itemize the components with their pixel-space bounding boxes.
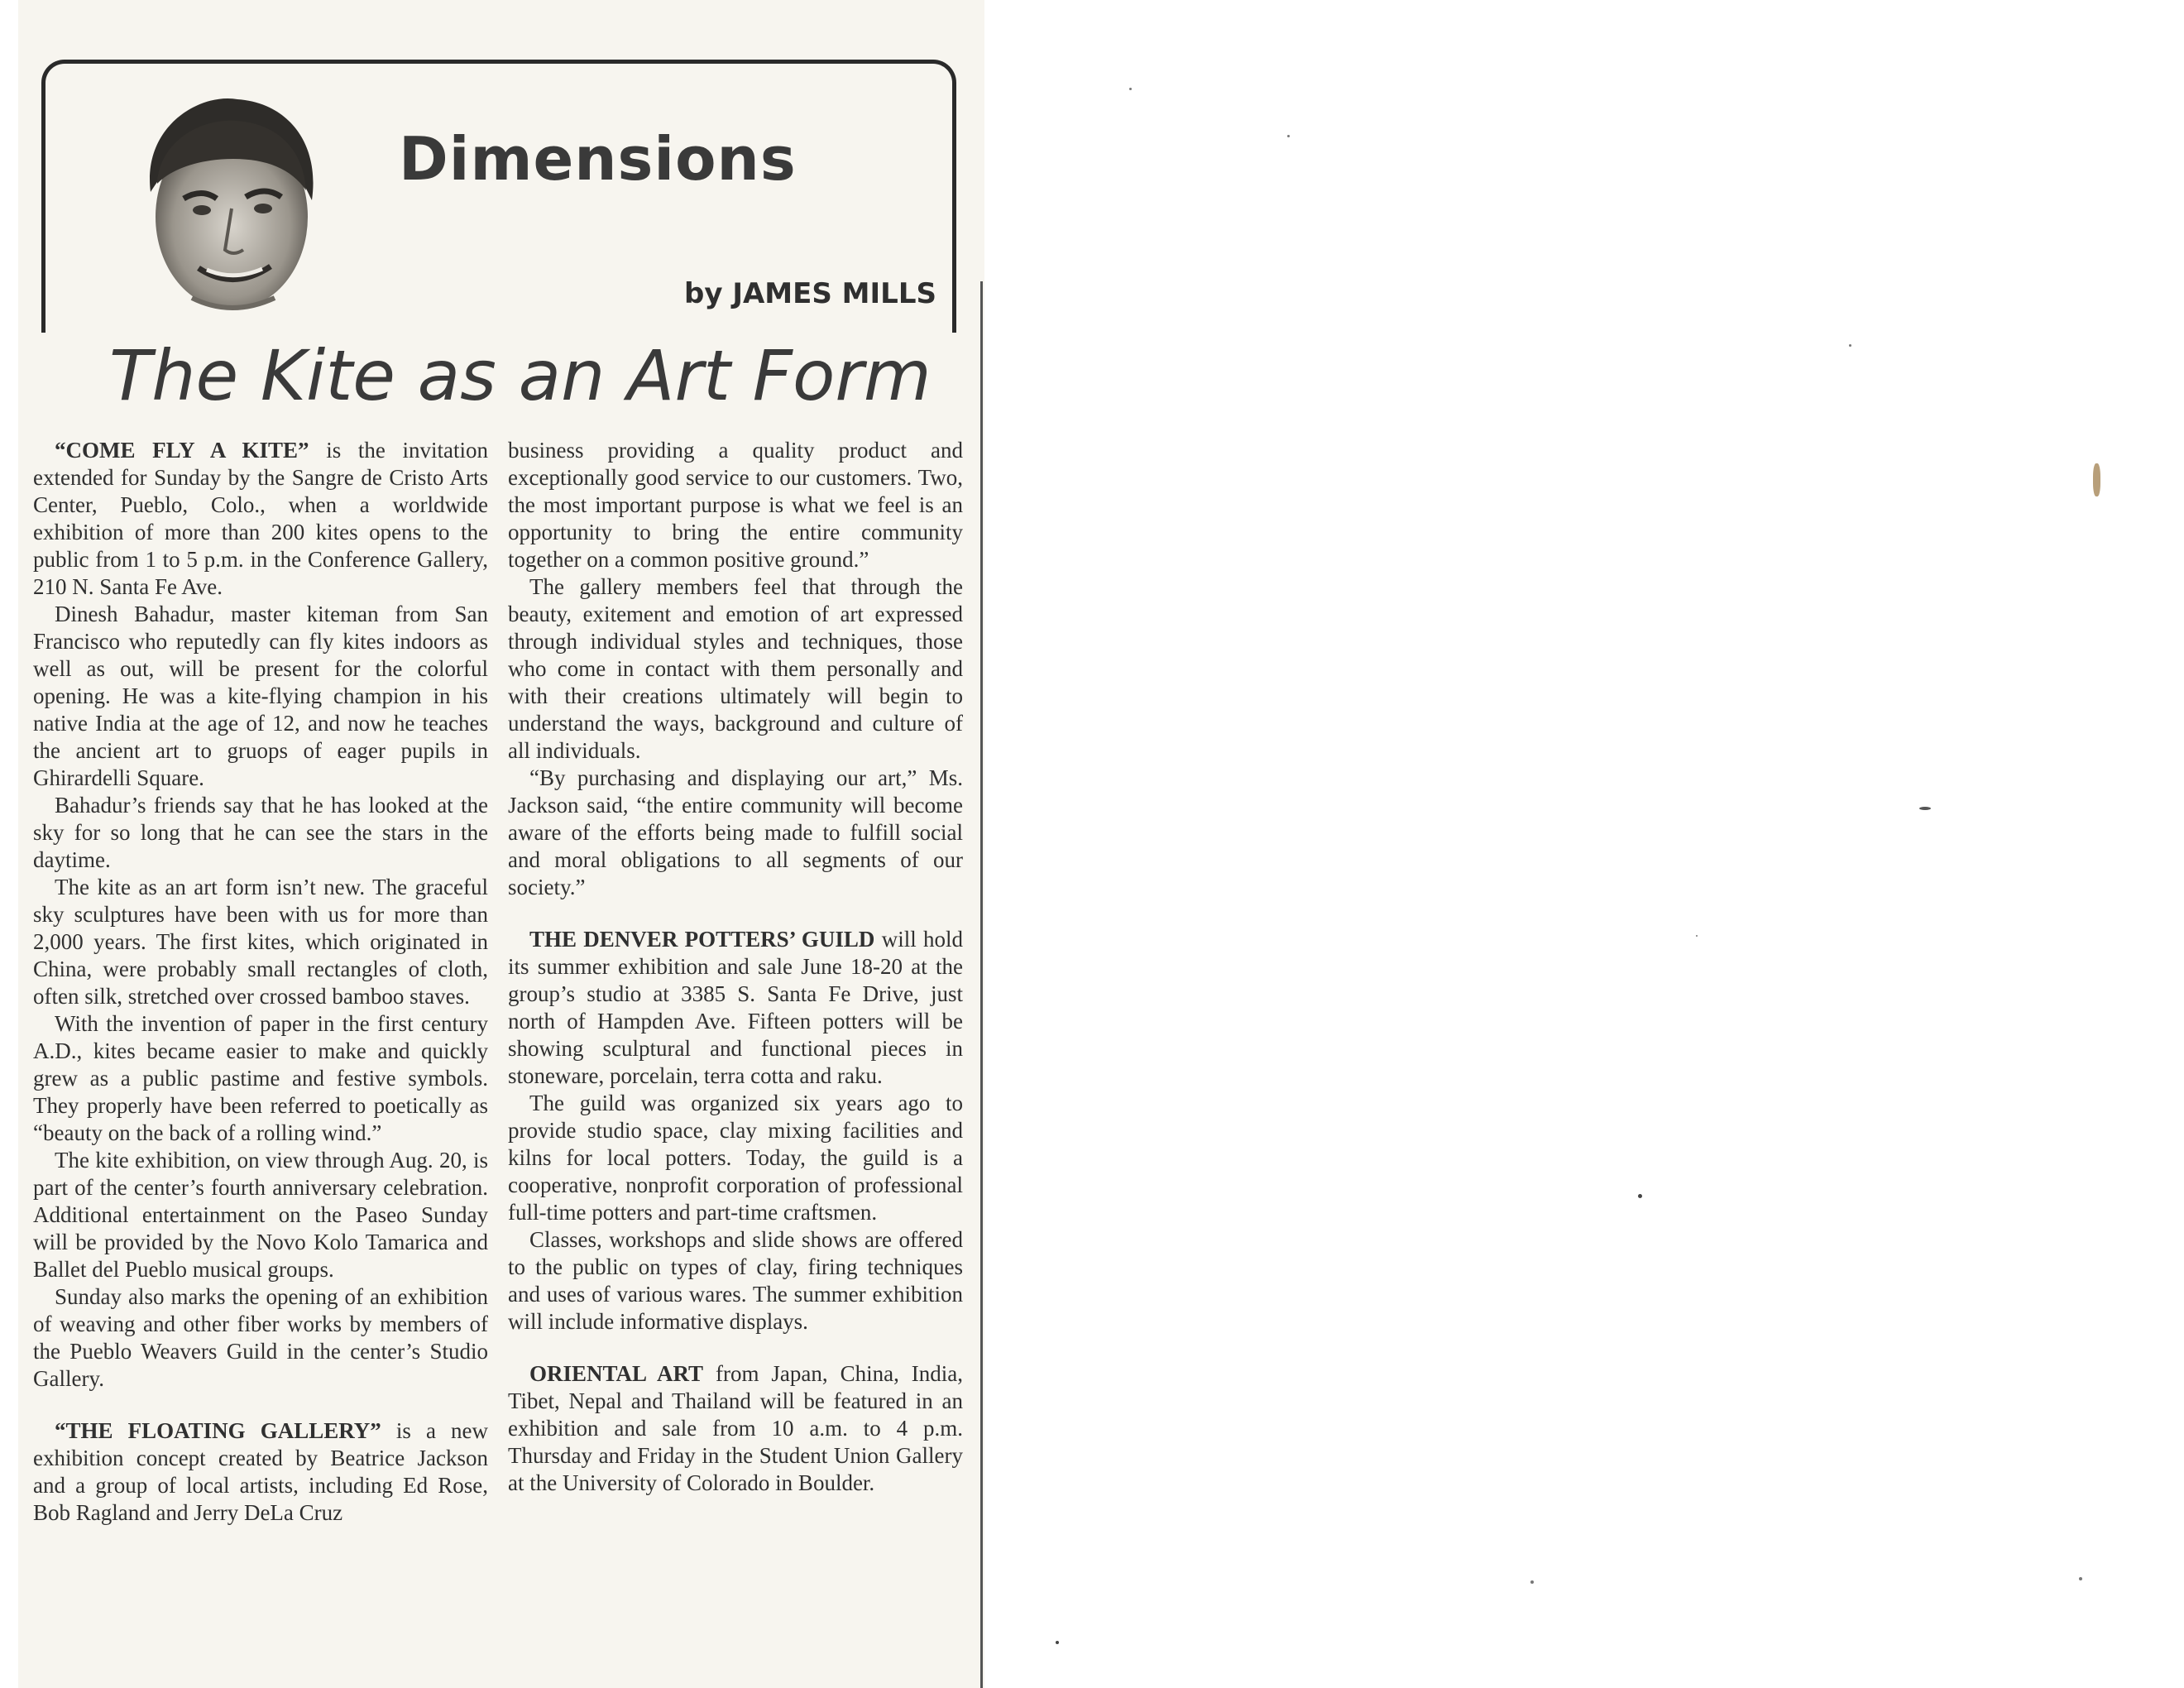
author-portrait [134, 93, 324, 316]
paragraph-text: The kite as an art form isn’t new. The graceful sky sculptures have been with us for more than 2,000 years. The first kites, which originated in China, were probably small rectangles of cloth, often silk, stretched over crossed bamboo staves. [33, 875, 488, 1009]
article-paragraph [508, 1360, 963, 1497]
dust-speck [1129, 88, 1132, 90]
paragraph-lead: ORIENTAL ART [529, 1361, 704, 1386]
article-paragraph [33, 1417, 488, 1527]
article-right-column [508, 437, 963, 1497]
article-paragraph [508, 926, 963, 1090]
paragraph-text: business providing a quality product and exceptionally good service to our customers. Two, the most important purpose is what we feel is an opportunity to bring the entire community together on a common positive ground.” [508, 438, 963, 572]
article-paragraph [33, 1147, 488, 1283]
dust-speck [2079, 1577, 2082, 1580]
dust-speck [1919, 807, 1931, 810]
paragraph-text: will hold its summer exhibition and sale June 18-20 at the group’s studio at 3385 S. Santa Fe Drive, just north of Hampden Ave. Fifteen potters will be showing sculptural and functional pieces in stoneware, porcelain, terra cotta and raku. [508, 927, 963, 1088]
paragraph-text: The gallery members feel that through the beauty, exitement and emotion of art expressed through individual styles and techniques, those who come in contact with them personally and with their creations ultimately will begin to understand the ways, background and culture of all individuals. [508, 574, 963, 763]
paragraph-text: “By purchasing and displaying our art,” Ms. Jackson said, “the entire community will become aware of the efforts being made to fulfill social and moral obligations to all segments of our society.” [508, 765, 963, 899]
article-paragraph [508, 437, 963, 573]
article-paragraph [508, 1090, 963, 1226]
paragraph-text: is a new exhibition concept created by Beatrice Jackson and a group of local artists, including Ed Rose, Bob Ragland and Jerry DeLa Cruz [33, 1418, 489, 1525]
byline: by JAMES MILLS [684, 277, 936, 310]
article-paragraph [33, 1010, 488, 1147]
paragraph-text: from Japan, China, India, Tibet, Nepal and Thailand will be featured in an exhibition and sale from 10 a.m. to 4 p.m. Thursday and Friday in the Student Union Gallery at the University of Colorado in Boulder. [508, 1361, 963, 1495]
article-paragraph [508, 573, 963, 765]
dust-speck [2093, 463, 2100, 496]
paragraph-lead: “THE FLOATING GALLERY” [55, 1418, 381, 1443]
article-paragraph [508, 1226, 963, 1336]
article-paragraph [33, 874, 488, 1010]
dust-speck [1287, 135, 1290, 137]
article-paragraph [33, 601, 488, 792]
column-rule [980, 281, 983, 1688]
article-headline: The Kite as an Art Form [109, 335, 932, 416]
paragraph-text: With the invention of paper in the first century A.D., kites became easier to make and quickly grew as a public pastime and festive symbols. They properly have been referred to poetically as “beauty on the back of a rolling wind.” [33, 1011, 488, 1145]
dust-speck [1638, 1194, 1642, 1198]
paragraph-text: Dinesh Bahadur, master kiteman from San Francisco who reputedly can fly kites indoors as well as out, will be present for the colorful opening. He was a kite-flying champion in his native India at the age of 12, and now he teaches the ancient art to gruops of eager pupils in Ghirardelli Square. [33, 602, 488, 790]
dust-speck [1696, 935, 1698, 937]
article-paragraph [33, 1283, 488, 1393]
article-left-column [33, 437, 488, 1527]
article-paragraph [33, 437, 488, 601]
paragraph-text: The guild was organized six years ago to provide studio space, clay mixing facilities and kilns for local potters. Today, the guild is a cooperative, nonprofit corporation of professional full-time potters and part-time craftsmen. [508, 1091, 963, 1225]
article-paragraph [508, 765, 963, 901]
dust-speck [1849, 344, 1851, 347]
paragraph-lead: THE DENVER POTTERS’ GUILD [529, 927, 875, 952]
dust-speck [1530, 1580, 1534, 1584]
paragraph-lead: “COME FLY A KITE” [55, 438, 309, 463]
paragraph-text: The kite exhibition, on view through Aug. 20, is part of the center’s fourth anniversary celebration. Additional entertainment on the Paseo Sunday will be provided by the Novo Kolo Tamarica and Ballet del Pueblo musical groups. [33, 1148, 488, 1282]
dust-speck [1056, 1641, 1059, 1644]
paragraph-text: Sunday also marks the opening of an exhibition of weaving and other fiber works by members of the Pueblo Weavers Guild in the center’s Studio Gallery. [33, 1284, 488, 1391]
paragraph-text: is the invitation extended for Sunday by the Sangre de Cristo Arts Center, Pueblo, Colo., when a worldwide exhibition of more than 200 kites opens to the public from 1 to 5 p.m. in the Conference Gallery, 210 N. Santa Fe Ave. [33, 438, 488, 599]
paragraph-text: Bahadur’s friends say that he has looked at the sky for so long that he can see the stars in the daytime. [33, 793, 488, 872]
newspaper-clipping [18, 0, 984, 1688]
article-paragraph [33, 792, 488, 874]
paragraph-text: Classes, workshops and slide shows are offered to the public on types of clay, firing techniques and uses of various wares. The summer exhibition will include informative displays. [508, 1227, 963, 1334]
column-title: Dimensions [399, 124, 797, 194]
